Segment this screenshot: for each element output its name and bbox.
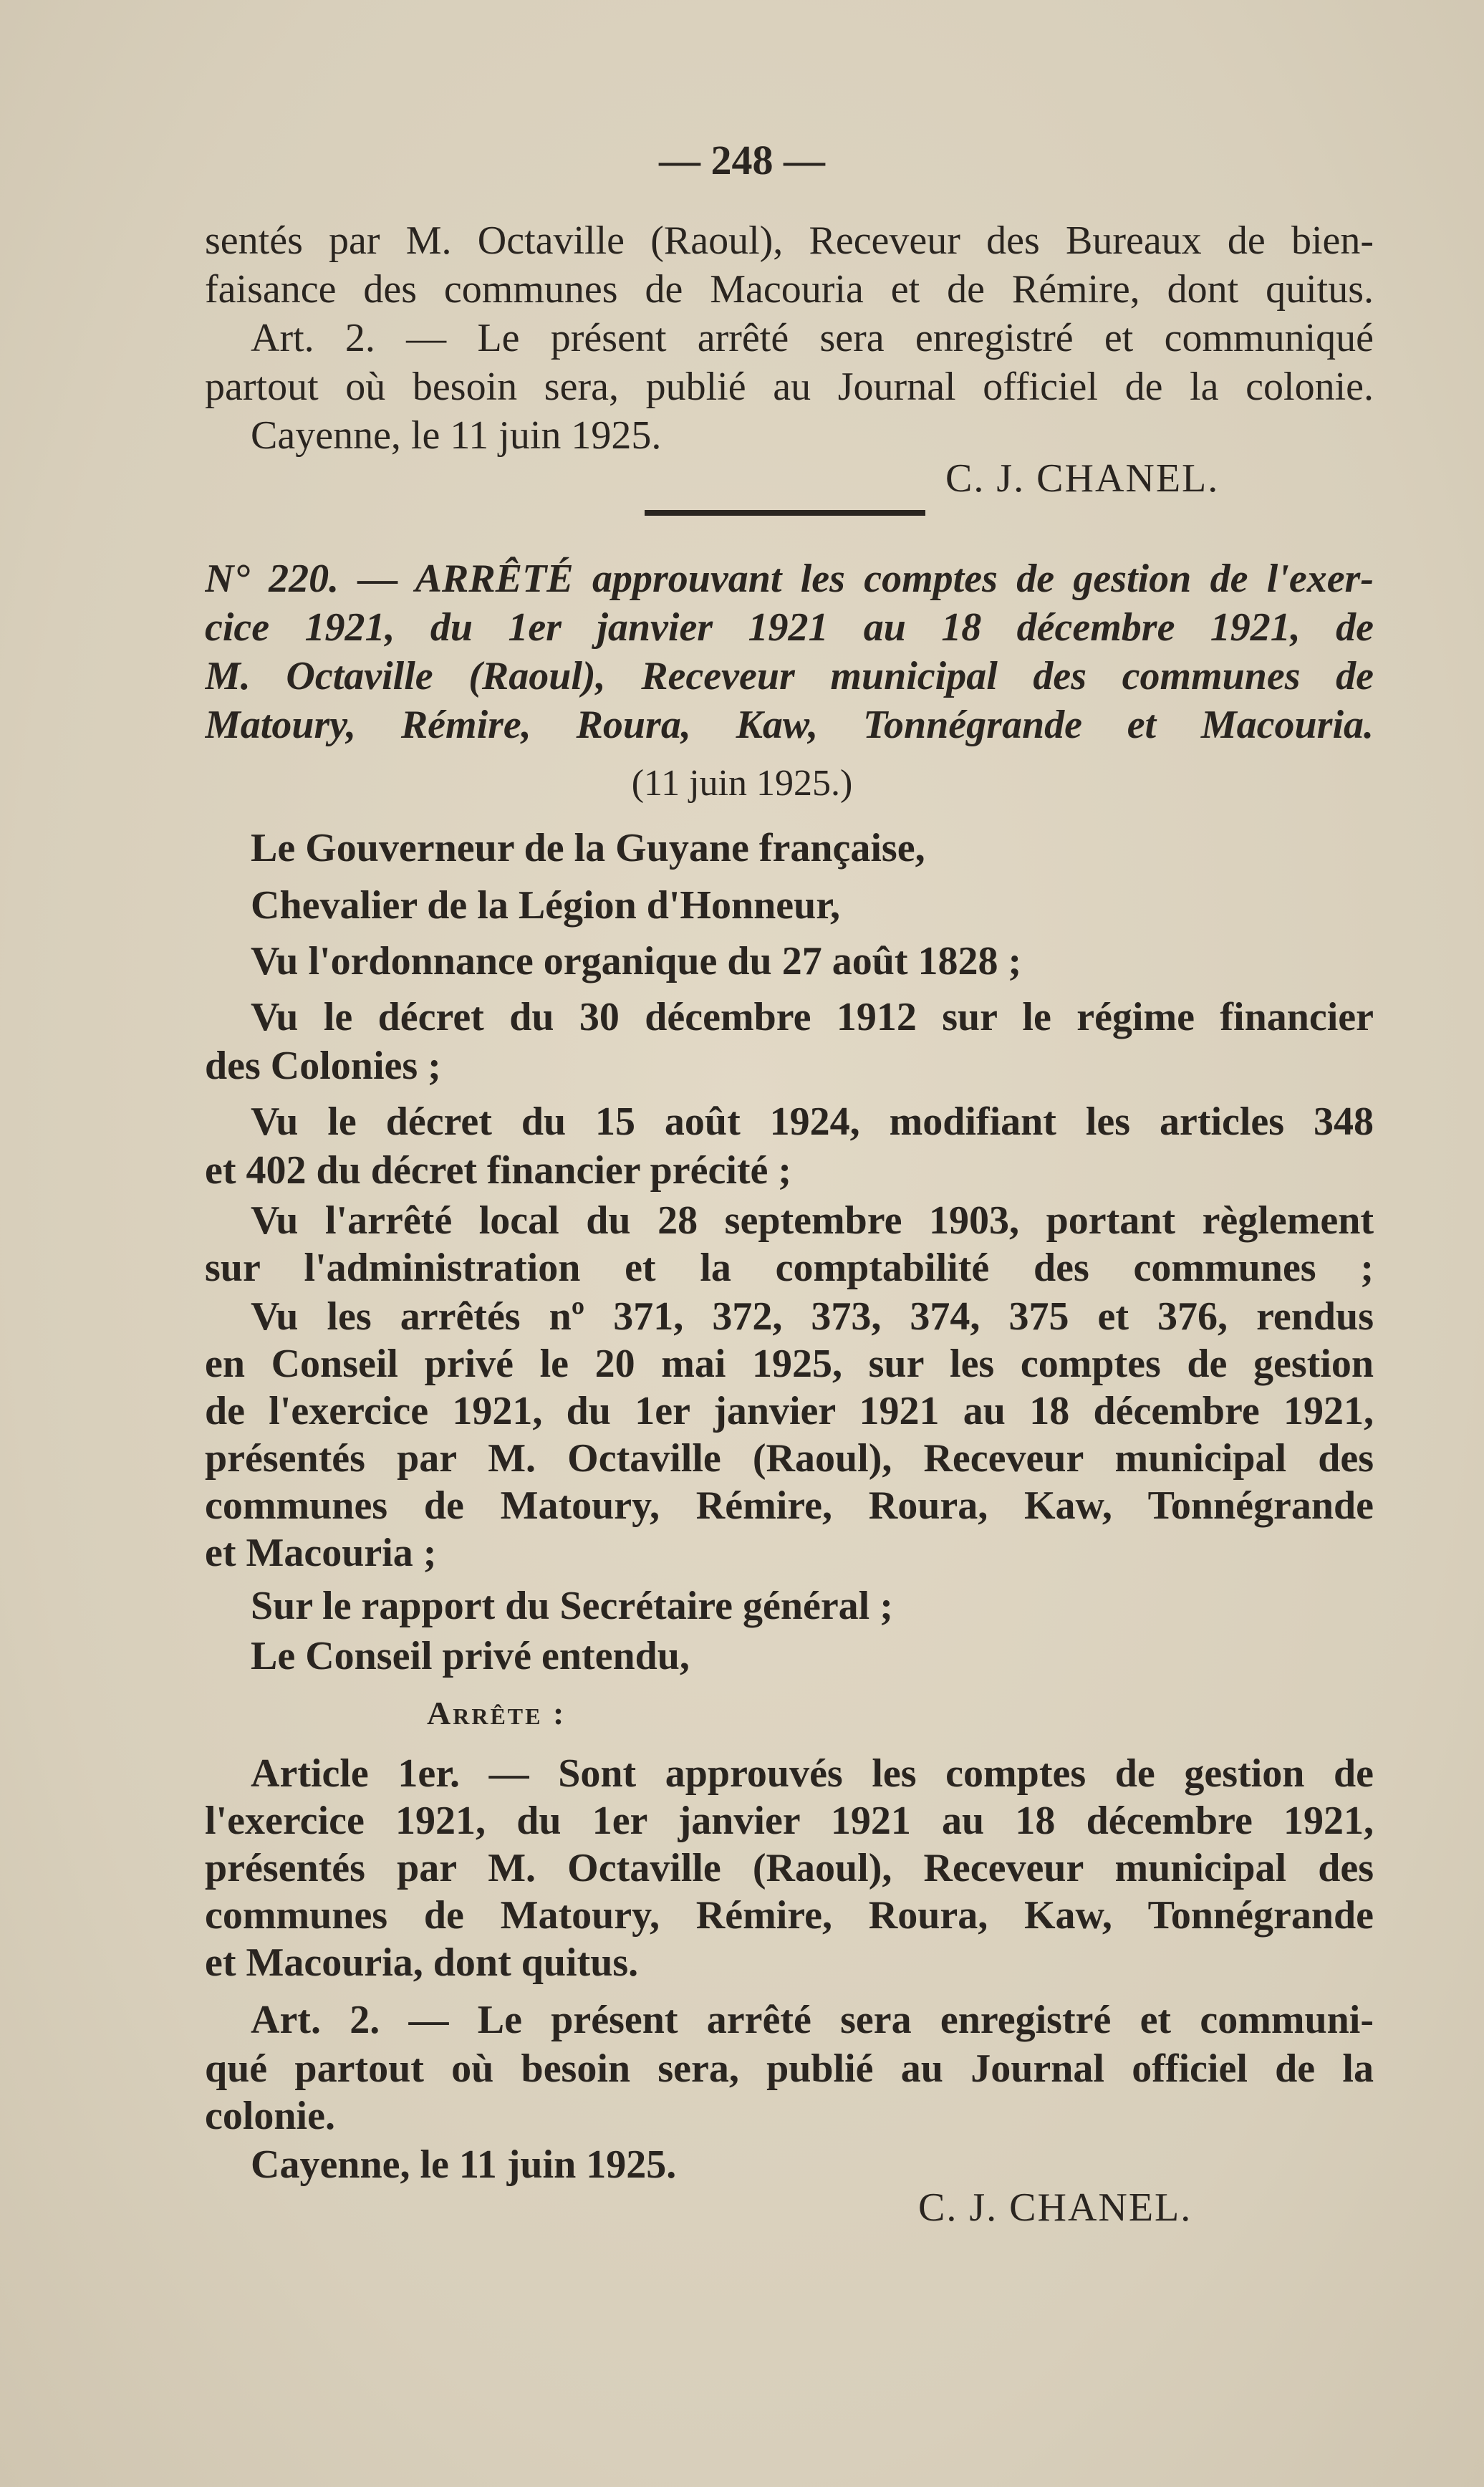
article-line: Art. 2. — Le présent arrêté sera enregistré et communi- bbox=[251, 1998, 1374, 2042]
article-line: qué partout où besoin sera, publié au Journal officiel de la bbox=[205, 2046, 1374, 2091]
decree-date: (11 juin 1925.) bbox=[631, 763, 853, 804]
article-line: Article 1er. — Sont approuvés les comptes de gestion de bbox=[251, 1751, 1374, 1796]
preamble-line: Chevalier de la Légion d'Honneur, bbox=[251, 883, 840, 928]
preamble-line: en Conseil privé le 20 mai 1925, sur les comptes de gestion bbox=[205, 1342, 1374, 1386]
signature: C. J. CHANEL. bbox=[918, 2185, 1192, 2230]
preamble-line: communes de Matoury, Rémire, Roura, Kaw, Tonnégrande bbox=[205, 1483, 1374, 1528]
preamble-line: présentés par M. Octaville (Raoul), Receveur municipal des bbox=[205, 1436, 1374, 1481]
preamble-line: et Macouria ; bbox=[205, 1531, 437, 1575]
text-line: faisance des communes de Macouria et de Rémire, dont quitus. bbox=[205, 267, 1374, 312]
preamble-line: Vu les arrêtés nº 371, 372, 373, 374, 375 et 376, rendus bbox=[251, 1294, 1374, 1339]
text-line: Art. 2. — Le présent arrêté sera enregistré et communiqué bbox=[251, 316, 1374, 360]
text-line: Cayenne, le 11 juin 1925. bbox=[251, 413, 662, 458]
separator-rule bbox=[645, 510, 925, 516]
preamble-line: Sur le rapport du Secrétaire général ; bbox=[251, 1584, 893, 1628]
article-line: présentés par M. Octaville (Raoul), Receveur municipal des bbox=[205, 1846, 1374, 1890]
article-line: Cayenne, le 11 juin 1925. bbox=[251, 2142, 677, 2187]
preamble-line: sur l'administration et la comptabilité des communes ; bbox=[205, 1246, 1374, 1290]
decree-title-line: M. Octaville (Raoul), Receveur municipal des communes de bbox=[205, 654, 1374, 698]
preamble-line: Vu l'arrêté local du 28 septembre 1903, portant règlement bbox=[251, 1198, 1374, 1243]
article-line: et Macouria, dont quitus. bbox=[205, 1940, 639, 1985]
arrete-heading: Arrête : bbox=[427, 1695, 567, 1731]
preamble-line: de l'exercice 1921, du 1er janvier 1921 au 18 décembre 1921, bbox=[205, 1389, 1374, 1433]
article-line: colonie. bbox=[205, 2094, 335, 2138]
preamble-line: Le Gouverneur de la Guyane française, bbox=[251, 826, 925, 870]
preamble-line: Vu l'ordonnance organique du 27 août 1828 ; bbox=[251, 939, 1022, 983]
preamble-line: Vu le décret du 15 août 1924, modifiant les articles 348 bbox=[251, 1100, 1374, 1144]
preamble-line: Vu le décret du 30 décembre 1912 sur le régime financier bbox=[251, 995, 1374, 1039]
article-line: l'exercice 1921, du 1er janvier 1921 au 18 décembre 1921, bbox=[205, 1799, 1374, 1843]
page-number: — 248 — bbox=[659, 137, 825, 183]
article-line: communes de Matoury, Rémire, Roura, Kaw, Tonnégrande bbox=[205, 1893, 1374, 1938]
preamble-line: et 402 du décret financier précité ; bbox=[205, 1148, 792, 1193]
text-line: sentés par M. Octaville (Raoul), Receveur des Bureaux de bien- bbox=[205, 218, 1374, 263]
preamble-line: Le Conseil privé entendu, bbox=[251, 1634, 690, 1678]
decree-title-line: Matoury, Rémire, Roura, Kaw, Tonnégrande et Macouria. bbox=[205, 703, 1374, 747]
preamble-line: des Colonies ; bbox=[205, 1044, 441, 1088]
decree-title-line: N° 220. — ARRÊTÉ approuvant les comptes de gestion de l'exer- bbox=[205, 557, 1374, 601]
text-line: partout où besoin sera, publié au Journal officiel de la colonie. bbox=[205, 365, 1374, 409]
decree-title-line: cice 1921, du 1er janvier 1921 au 18 décembre 1921, de bbox=[205, 605, 1374, 650]
signature: C. J. CHANEL. bbox=[945, 456, 1220, 501]
